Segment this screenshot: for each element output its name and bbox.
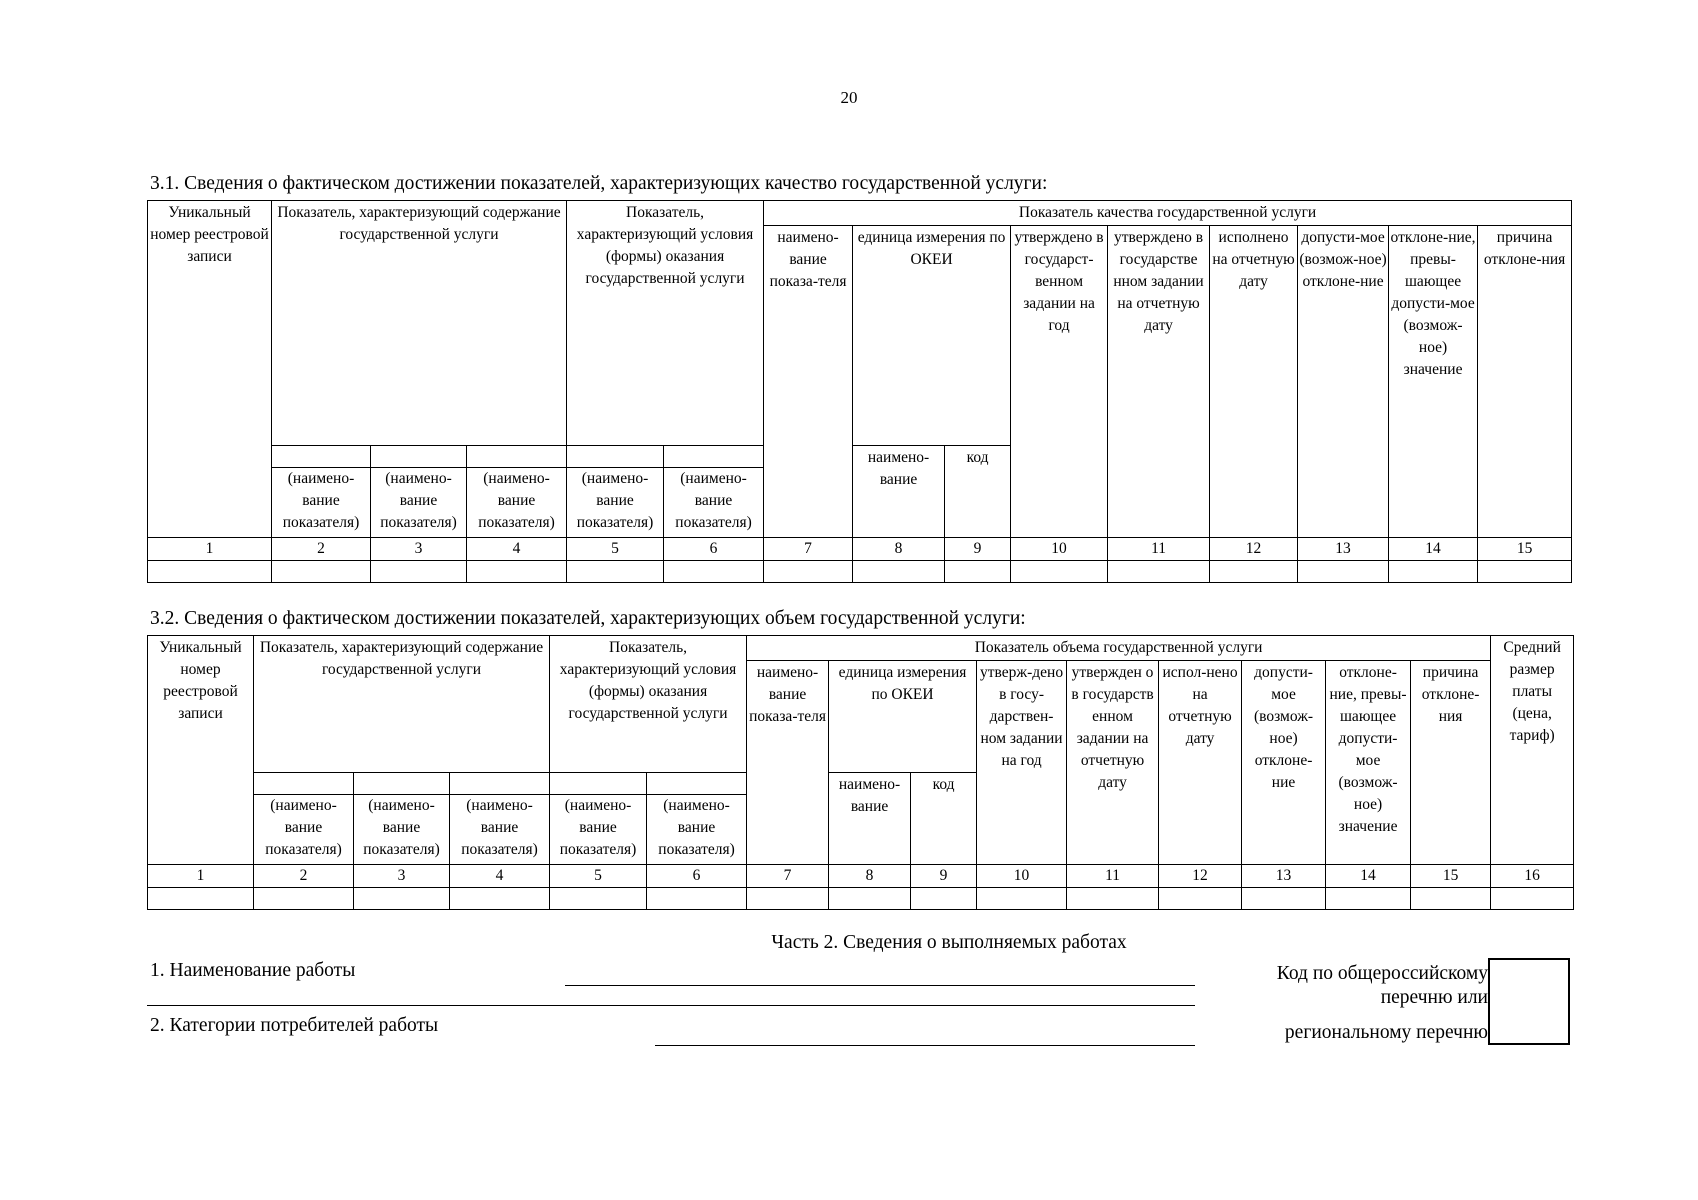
data-cell[interactable]: [1242, 888, 1326, 910]
sub-indicator-2: (наимено-вание показателя): [272, 446, 371, 538]
column-number: 11: [1067, 865, 1159, 888]
col-unit-okei: единица измерения по ОКЕИ: [853, 226, 1011, 446]
data-cell[interactable]: [647, 888, 747, 910]
col-done: исполнено на отчетную дату: [1210, 226, 1298, 538]
col-unit-okei: единица измерения по ОКЕИ: [829, 661, 977, 773]
data-cell[interactable]: [747, 888, 829, 910]
col-volume-indicator-group: Показатель объема государственной услуги: [747, 636, 1491, 661]
column-number: 1: [148, 538, 272, 561]
data-cell[interactable]: [254, 888, 354, 910]
col-indicator-name: наимено-вание показа-теля: [747, 661, 829, 865]
section-3-1-heading: 3.1. Сведения о фактическом достижении показателей, характеризующих качество государственной услуги:: [150, 173, 1048, 194]
sub-indicator-4: (наимено-вание показателя): [450, 773, 550, 865]
column-number: 4: [467, 538, 567, 561]
col-unique-record: Уникальный номер реестровой записи: [148, 636, 254, 865]
column-number: 10: [977, 865, 1067, 888]
data-cell[interactable]: [148, 561, 272, 583]
data-cell[interactable]: [1411, 888, 1491, 910]
column-number: 7: [747, 865, 829, 888]
column-number: 14: [1389, 538, 1478, 561]
column-number: 15: [1411, 865, 1491, 888]
col-content-indicator: Показатель, характеризующий содержание государственной услуги: [254, 636, 550, 773]
column-numbers-row: [148, 538, 1572, 561]
column-number: 12: [1159, 865, 1242, 888]
data-cell[interactable]: [1067, 888, 1159, 910]
volume-indicators-table: [147, 635, 1574, 910]
column-number: 16: [1491, 865, 1574, 888]
data-cell[interactable]: [148, 888, 254, 910]
code-label-regional: региональному перечню: [1284, 1022, 1488, 1043]
data-cell[interactable]: [1491, 888, 1574, 910]
data-cell[interactable]: [1326, 888, 1411, 910]
data-cell[interactable]: [911, 888, 977, 910]
data-cell[interactable]: [550, 888, 647, 910]
data-cell[interactable]: [467, 561, 567, 583]
column-number: 5: [550, 865, 647, 888]
column-number: 8: [829, 865, 911, 888]
col-average-price: Средний размер платы (цена, тариф): [1491, 636, 1574, 865]
column-number: 2: [254, 865, 354, 888]
column-number: 7: [764, 538, 853, 561]
sub-indicator-6: (наимено-вание показателя): [664, 446, 764, 538]
col-indicator-name: наимено-вание показа-теля: [764, 226, 853, 538]
column-number: 3: [354, 865, 450, 888]
sub-indicator-3: (наимено-вание показателя): [354, 773, 450, 865]
data-cell[interactable]: [853, 561, 945, 583]
column-number: 3: [371, 538, 467, 561]
empty-data-row: [148, 888, 1574, 910]
consumers-label: 2. Категории потребителей работы: [150, 1015, 439, 1036]
col-unique-record: Уникальный номер реестровой записи: [148, 201, 272, 538]
column-number: 10: [1011, 538, 1108, 561]
col-allowed-deviation: допусти-мое (возмож-ное) отклоне-ние: [1298, 226, 1389, 538]
col-quality-indicator-group: Показатель качества государственной услуги: [764, 201, 1572, 226]
work-name-label: 1. Наименование работы: [150, 960, 356, 981]
column-number: 2: [272, 538, 371, 561]
column-number: 12: [1210, 538, 1298, 561]
col-unit-code: код: [911, 773, 977, 865]
col-unit-code: код: [945, 446, 1011, 538]
column-numbers-row: [148, 865, 1574, 888]
data-cell[interactable]: [1210, 561, 1298, 583]
column-number: 1: [148, 865, 254, 888]
col-approved-year: утверждено в государст-венном задании на год: [1011, 226, 1108, 538]
column-number: 15: [1478, 538, 1572, 561]
sub-indicator-4: (наимено-вание показателя): [467, 446, 567, 538]
column-number: 13: [1242, 865, 1326, 888]
consumers-line[interactable]: [655, 1045, 1195, 1046]
section-3-2-heading: 3.2. Сведения о фактическом достижении показателей, характеризующих объем государственной услуги:: [150, 608, 1026, 629]
data-cell[interactable]: [664, 561, 764, 583]
data-cell[interactable]: [764, 561, 853, 583]
col-approved-date: утверждено в государстве нном задании на отчетную дату: [1108, 226, 1210, 538]
column-number: 9: [945, 538, 1011, 561]
col-deviation-reason: причина отклоне-ния: [1478, 226, 1572, 538]
col-content-indicator: Показатель, характеризующий содержание государственной услуги: [272, 201, 567, 446]
column-number: 13: [1298, 538, 1389, 561]
column-number: 6: [664, 538, 764, 561]
data-cell[interactable]: [1478, 561, 1572, 583]
col-exceeding-deviation: отклоне-ние, превы-шающее допусти-мое (возмож-ное) значение: [1326, 661, 1411, 865]
data-cell[interactable]: [354, 888, 450, 910]
col-conditions-indicator: Показатель, характеризующий условия (формы) оказания государственной услуги: [550, 636, 747, 773]
sub-indicator-2: (наимено-вание показателя): [254, 773, 354, 865]
col-exceeding-deviation: отклоне-ние, превы-шающее допусти-мое (возмож-ное) значение: [1389, 226, 1478, 538]
data-cell[interactable]: [272, 561, 371, 583]
col-done: испол-нено на отчетную дату: [1159, 661, 1242, 865]
data-cell[interactable]: [977, 888, 1067, 910]
sub-indicator-6: (наимено-вание показателя): [647, 773, 747, 865]
empty-data-row: [148, 561, 1572, 583]
column-number: 5: [567, 538, 664, 561]
sub-indicator-3: (наимено-вание показателя): [371, 446, 467, 538]
column-number: 9: [911, 865, 977, 888]
data-cell[interactable]: [567, 561, 664, 583]
work-name-line-continued[interactable]: [147, 1005, 1195, 1006]
column-number: 6: [647, 865, 747, 888]
data-cell[interactable]: [1108, 561, 1210, 583]
data-cell[interactable]: [945, 561, 1011, 583]
column-number: 11: [1108, 538, 1210, 561]
column-number: 4: [450, 865, 550, 888]
sub-indicator-5: (наимено-вание показателя): [567, 446, 664, 538]
col-unit-name: наимено-вание: [829, 773, 911, 865]
data-cell[interactable]: [1159, 888, 1242, 910]
data-cell[interactable]: [829, 888, 911, 910]
data-cell[interactable]: [1389, 561, 1478, 583]
col-conditions-indicator: Показатель, характеризующий условия (формы) оказания государственной услуги: [567, 201, 764, 446]
data-cell[interactable]: [371, 561, 467, 583]
page-number: 20: [840, 88, 858, 107]
col-deviation-reason: причина отклоне-ния: [1411, 661, 1491, 865]
column-number: 14: [1326, 865, 1411, 888]
quality-indicators-table: [147, 200, 1572, 583]
col-approved-date: утвержден о в государств енном задании на отчетную дату: [1067, 661, 1159, 865]
code-box[interactable]: [1488, 958, 1570, 1045]
col-approved-year: утверж-дено в госу-дарствен-ном задании на год: [977, 661, 1067, 865]
code-label: Код по общероссийскому перечню или: [1276, 963, 1488, 1008]
col-allowed-deviation: допусти-мое (возмож-ное) отклоне-ние: [1242, 661, 1326, 865]
work-name-line[interactable]: [565, 985, 1195, 986]
column-number: 8: [853, 538, 945, 561]
sub-indicator-5: (наимено-вание показателя): [550, 773, 647, 865]
data-cell[interactable]: [1011, 561, 1108, 583]
part-2-title: Часть 2. Сведения о выполняемых работах: [771, 932, 1127, 953]
data-cell[interactable]: [1298, 561, 1389, 583]
col-unit-name: наимено-вание: [853, 446, 945, 538]
data-cell[interactable]: [450, 888, 550, 910]
